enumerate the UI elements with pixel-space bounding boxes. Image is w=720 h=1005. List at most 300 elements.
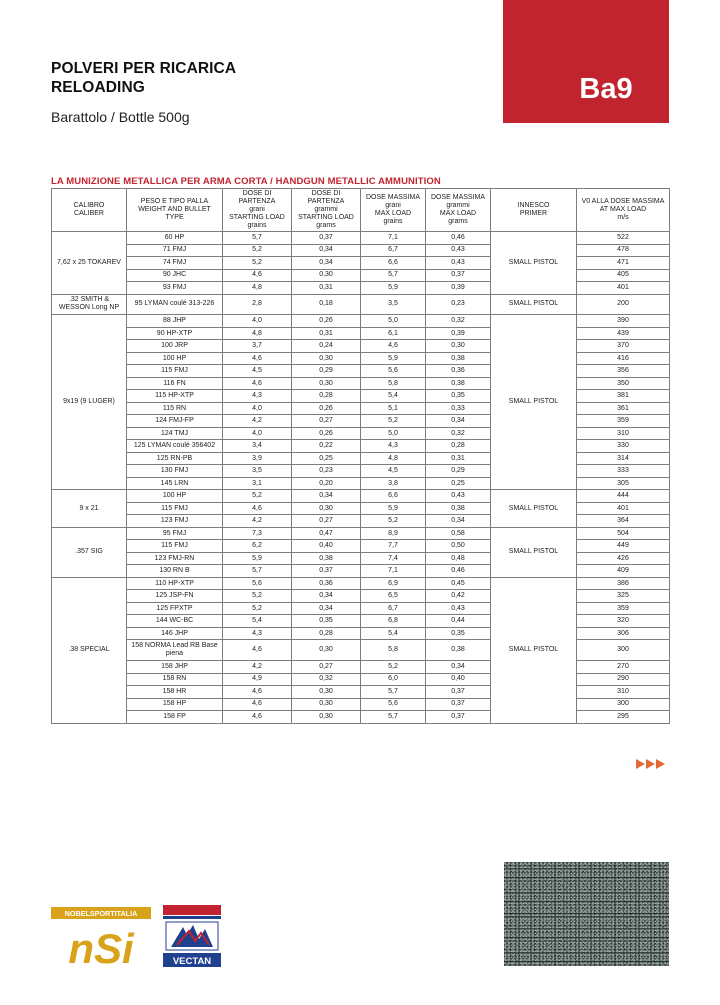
vectan-logo-text: VECTAN bbox=[172, 956, 212, 967]
velocity-cell: 416 bbox=[577, 352, 670, 365]
starting-load-grains-cell: 5,7 bbox=[223, 565, 292, 578]
product-code-badge bbox=[503, 0, 669, 123]
max-load-grains-cell: 5,6 bbox=[361, 698, 426, 711]
caliber-group bbox=[52, 315, 670, 490]
velocity-cell: 370 bbox=[577, 340, 670, 353]
table-row bbox=[52, 402, 670, 415]
max-load-grams-cell: 0,34 bbox=[426, 515, 491, 528]
bullet-cell: 124 TMJ bbox=[127, 427, 223, 440]
table-row bbox=[52, 615, 670, 628]
header-line: grams bbox=[448, 218, 468, 225]
max-load-grams-cell: 0,48 bbox=[426, 552, 491, 565]
starting-load-grams-cell: 0,34 bbox=[292, 590, 361, 603]
bullet-cell: 116 FN bbox=[127, 377, 223, 390]
bullet-cell: 115 FMJ bbox=[127, 365, 223, 378]
starting-load-grains-cell: 4,2 bbox=[223, 415, 292, 428]
table-row bbox=[52, 627, 670, 640]
caliber-group bbox=[52, 232, 670, 295]
velocity-cell: 359 bbox=[577, 415, 670, 428]
max-load-grams-cell: 0,35 bbox=[426, 390, 491, 403]
starting-load-grains-cell: 3,1 bbox=[223, 477, 292, 490]
header-line: INNESCO bbox=[517, 202, 550, 209]
bullet-cell: 90 HP-XTP bbox=[127, 327, 223, 340]
nobel-sport-italia-logo bbox=[51, 905, 151, 969]
max-load-grains-cell: 5,8 bbox=[361, 640, 426, 661]
bullet-cell: 74 FMJ bbox=[127, 257, 223, 270]
starting-load-grains-cell: 3,5 bbox=[223, 465, 292, 478]
header-line: DOSE MASSIMA bbox=[365, 194, 421, 201]
header-line: m/s bbox=[617, 214, 629, 221]
primer-cell: SMALL PISTOL bbox=[491, 490, 577, 528]
primer-cell: SMALL PISTOL bbox=[491, 294, 577, 315]
starting-load-grains-cell: 4,9 bbox=[223, 673, 292, 686]
velocity-cell: 405 bbox=[577, 269, 670, 282]
starting-load-grams-cell: 0,24 bbox=[292, 340, 361, 353]
max-load-grains-cell: 5,0 bbox=[361, 315, 426, 328]
primer-cell: SMALL PISTOL bbox=[491, 232, 577, 295]
starting-load-grains-cell: 4,6 bbox=[223, 686, 292, 699]
velocity-cell: 471 bbox=[577, 257, 670, 270]
starting-load-grains-cell: 4,6 bbox=[223, 698, 292, 711]
header-line: V0 ALLA DOSE MASSIMA bbox=[581, 198, 665, 205]
starting-load-grams-cell: 0,35 bbox=[292, 615, 361, 628]
starting-load-grains-cell: 4,6 bbox=[223, 269, 292, 282]
header-line: STARTING LOAD bbox=[229, 214, 285, 221]
bullet-cell: 115 RN bbox=[127, 402, 223, 415]
max-load-grams-cell: 0,43 bbox=[426, 257, 491, 270]
velocity-cell: 409 bbox=[577, 565, 670, 578]
header-line: grammi bbox=[314, 206, 338, 213]
table-row bbox=[52, 390, 670, 403]
max-load-grams-cell: 0,46 bbox=[426, 232, 491, 245]
max-load-grains-cell: 6,9 bbox=[361, 577, 426, 590]
nobel-logo-text: NOBELSPORTITALIA bbox=[64, 909, 138, 918]
velocity-cell: 390 bbox=[577, 315, 670, 328]
max-load-grams-cell: 0,38 bbox=[426, 502, 491, 515]
header-caliber bbox=[52, 189, 127, 232]
header-starting-load-grams bbox=[292, 189, 361, 232]
vectan-logo-blue-band bbox=[163, 916, 221, 919]
velocity-cell: 300 bbox=[577, 640, 670, 661]
velocity-cell: 356 bbox=[577, 365, 670, 378]
starting-load-grains-cell: 4,0 bbox=[223, 315, 292, 328]
header-line: WEIGHT AND BULLET TYPE bbox=[138, 206, 211, 221]
table-row bbox=[52, 244, 670, 257]
max-load-grains-cell: 6,8 bbox=[361, 615, 426, 628]
table-row bbox=[52, 415, 670, 428]
max-load-grains-cell: 6,5 bbox=[361, 590, 426, 603]
starting-load-grains-cell: 4,0 bbox=[223, 402, 292, 415]
starting-load-grains-cell: 2,8 bbox=[223, 294, 292, 315]
bullet-cell: 158 NORMA Lead RB Base piena bbox=[127, 640, 223, 661]
bullet-cell: 123 FMJ bbox=[127, 515, 223, 528]
title-block bbox=[51, 59, 236, 97]
max-load-grains-cell: 5,8 bbox=[361, 377, 426, 390]
max-load-grains-cell: 6,1 bbox=[361, 327, 426, 340]
bullet-cell: 115 HP-XTP bbox=[127, 390, 223, 403]
max-load-grams-cell: 0,38 bbox=[426, 352, 491, 365]
max-load-grams-cell: 0,43 bbox=[426, 602, 491, 615]
header-velocity bbox=[577, 189, 670, 232]
starting-load-grains-cell: 3,9 bbox=[223, 452, 292, 465]
starting-load-grams-cell: 0,23 bbox=[292, 465, 361, 478]
starting-load-grains-cell: 7,3 bbox=[223, 527, 292, 540]
starting-load-grains-cell: 4,6 bbox=[223, 640, 292, 661]
max-load-grams-cell: 0,32 bbox=[426, 315, 491, 328]
bullet-cell: 60 HP bbox=[127, 232, 223, 245]
caliber-cell: 9 x 21 bbox=[52, 490, 127, 528]
header-line: grani bbox=[249, 206, 265, 213]
starting-load-grains-cell: 5,2 bbox=[223, 590, 292, 603]
max-load-grams-cell: 0,46 bbox=[426, 565, 491, 578]
starting-load-grains-cell: 4,2 bbox=[223, 515, 292, 528]
starting-load-grains-cell: 4,6 bbox=[223, 352, 292, 365]
header-primer bbox=[491, 189, 577, 232]
table-row bbox=[52, 577, 670, 590]
arrow-right-icon bbox=[646, 759, 655, 769]
table-row bbox=[52, 502, 670, 515]
max-load-grams-cell: 0,28 bbox=[426, 440, 491, 453]
caliber-cell: .32 SMITH & WESSON Long NP bbox=[52, 294, 127, 315]
table-row bbox=[52, 269, 670, 282]
starting-load-grams-cell: 0,40 bbox=[292, 540, 361, 553]
page-title-line-2: RELOADING bbox=[51, 79, 145, 96]
max-load-grains-cell: 6,6 bbox=[361, 257, 426, 270]
starting-load-grams-cell: 0,18 bbox=[292, 294, 361, 315]
header-line: DOSE DI PARTENZA bbox=[238, 190, 276, 205]
table-row bbox=[52, 552, 670, 565]
starting-load-grams-cell: 0,34 bbox=[292, 490, 361, 503]
bullet-cell: 100 HP bbox=[127, 352, 223, 365]
starting-load-grains-cell: 4,3 bbox=[223, 390, 292, 403]
starting-load-grams-cell: 0,34 bbox=[292, 244, 361, 257]
max-load-grains-cell: 8,9 bbox=[361, 527, 426, 540]
header-line: DOSE MASSIMA bbox=[430, 194, 486, 201]
bullet-cell: 158 HR bbox=[127, 686, 223, 699]
section-heading: LA MUNIZIONE METALLICA PER ARMA CORTA / HANDGUN METALLIC AMMUNITION bbox=[51, 176, 441, 187]
header-line: CALIBRO bbox=[73, 202, 105, 209]
starting-load-grains-cell: 5,2 bbox=[223, 490, 292, 503]
max-load-grains-cell: 5,7 bbox=[361, 686, 426, 699]
starting-load-grains-cell: 4,8 bbox=[223, 282, 292, 295]
max-load-grains-cell: 7,7 bbox=[361, 540, 426, 553]
max-load-grains-cell: 5,7 bbox=[361, 711, 426, 724]
max-load-grains-cell: 6,7 bbox=[361, 244, 426, 257]
max-load-grams-cell: 0,29 bbox=[426, 465, 491, 478]
velocity-cell: 200 bbox=[577, 294, 670, 315]
starting-load-grams-cell: 0,26 bbox=[292, 427, 361, 440]
starting-load-grams-cell: 0,26 bbox=[292, 315, 361, 328]
starting-load-grams-cell: 0,30 bbox=[292, 377, 361, 390]
starting-load-grains-cell: 4,0 bbox=[223, 427, 292, 440]
max-load-grams-cell: 0,45 bbox=[426, 577, 491, 590]
bullet-cell: 125 RN-PB bbox=[127, 452, 223, 465]
max-load-grains-cell: 5,4 bbox=[361, 390, 426, 403]
header-line: PRIMER bbox=[519, 210, 548, 217]
max-load-grams-cell: 0,34 bbox=[426, 661, 491, 674]
velocity-cell: 478 bbox=[577, 244, 670, 257]
table-row bbox=[52, 540, 670, 553]
max-load-grains-cell: 4,6 bbox=[361, 340, 426, 353]
bullet-cell: 115 FMJ bbox=[127, 502, 223, 515]
starting-load-grains-cell: 4,3 bbox=[223, 627, 292, 640]
velocity-cell: 310 bbox=[577, 686, 670, 699]
table-row bbox=[52, 427, 670, 440]
primer-cell: SMALL PISTOL bbox=[491, 577, 577, 723]
starting-load-grains-cell: 3,7 bbox=[223, 340, 292, 353]
max-load-grams-cell: 0,23 bbox=[426, 294, 491, 315]
table-row bbox=[52, 257, 670, 270]
header-line: STARTING LOAD bbox=[298, 214, 354, 221]
table-row bbox=[52, 232, 670, 245]
bullet-cell: 130 FMJ bbox=[127, 465, 223, 478]
arrow-right-icon bbox=[636, 759, 645, 769]
velocity-cell: 359 bbox=[577, 602, 670, 615]
bullet-cell: 95 FMJ bbox=[127, 527, 223, 540]
starting-load-grams-cell: 0,30 bbox=[292, 502, 361, 515]
table-row bbox=[52, 673, 670, 686]
velocity-cell: 444 bbox=[577, 490, 670, 503]
starting-load-grains-cell: 5,2 bbox=[223, 244, 292, 257]
velocity-cell: 310 bbox=[577, 427, 670, 440]
starting-load-grams-cell: 0,27 bbox=[292, 415, 361, 428]
max-load-grams-cell: 0,38 bbox=[426, 377, 491, 390]
header-max-load-grams bbox=[426, 189, 491, 232]
starting-load-grams-cell: 0,22 bbox=[292, 440, 361, 453]
header-line: CALIBER bbox=[74, 210, 104, 217]
max-load-grains-cell: 7,1 bbox=[361, 565, 426, 578]
starting-load-grams-cell: 0,36 bbox=[292, 577, 361, 590]
starting-load-grains-cell: 5,7 bbox=[223, 232, 292, 245]
max-load-grains-cell: 5,7 bbox=[361, 269, 426, 282]
bullet-cell: 130 RN B bbox=[127, 565, 223, 578]
bullet-cell: 125 FPXTP bbox=[127, 602, 223, 615]
starting-load-grams-cell: 0,37 bbox=[292, 232, 361, 245]
vectan-logo-red-band bbox=[163, 905, 221, 915]
bullet-cell: 158 JHP bbox=[127, 661, 223, 674]
starting-load-grams-cell: 0,47 bbox=[292, 527, 361, 540]
starting-load-grains-cell: 5,9 bbox=[223, 552, 292, 565]
caliber-group bbox=[52, 577, 670, 723]
max-load-grains-cell: 5,9 bbox=[361, 502, 426, 515]
caliber-group bbox=[52, 490, 670, 528]
starting-load-grams-cell: 0,31 bbox=[292, 282, 361, 295]
product-code: Ba9 bbox=[579, 73, 633, 105]
velocity-cell: 386 bbox=[577, 577, 670, 590]
load-data-table bbox=[51, 188, 670, 724]
table-row bbox=[52, 365, 670, 378]
max-load-grams-cell: 0,58 bbox=[426, 527, 491, 540]
velocity-cell: 270 bbox=[577, 661, 670, 674]
bullet-cell: 93 FMJ bbox=[127, 282, 223, 295]
table-row bbox=[52, 465, 670, 478]
header-line: grani bbox=[385, 202, 401, 209]
bullet-cell: 158 RN bbox=[127, 673, 223, 686]
velocity-cell: 401 bbox=[577, 282, 670, 295]
header-line: DOSE DI PARTENZA bbox=[307, 190, 345, 205]
starting-load-grams-cell: 0,37 bbox=[292, 565, 361, 578]
table-row bbox=[52, 294, 670, 315]
max-load-grains-cell: 5,9 bbox=[361, 352, 426, 365]
bullet-cell: 146 JHP bbox=[127, 627, 223, 640]
bullet-cell: 158 FP bbox=[127, 711, 223, 724]
primer-cell: SMALL PISTOL bbox=[491, 315, 577, 490]
max-load-grains-cell: 6,6 bbox=[361, 490, 426, 503]
bullet-cell: 144 WC-BC bbox=[127, 615, 223, 628]
table-row bbox=[52, 352, 670, 365]
bullet-cell: 123 FMJ-RN bbox=[127, 552, 223, 565]
starting-load-grains-cell: 5,6 bbox=[223, 577, 292, 590]
starting-load-grams-cell: 0,32 bbox=[292, 673, 361, 686]
starting-load-grams-cell: 0,31 bbox=[292, 327, 361, 340]
velocity-cell: 361 bbox=[577, 402, 670, 415]
table-row bbox=[52, 686, 670, 699]
table-row bbox=[52, 711, 670, 724]
bullet-cell: 90 JHC bbox=[127, 269, 223, 282]
bullet-cell: 125 LYMAN coulé 356402 bbox=[127, 440, 223, 453]
caliber-cell: 9x19 (9 LUGER) bbox=[52, 315, 127, 490]
header-starting-load-grains bbox=[223, 189, 292, 232]
starting-load-grams-cell: 0,34 bbox=[292, 257, 361, 270]
starting-load-grains-cell: 5,2 bbox=[223, 602, 292, 615]
max-load-grams-cell: 0,36 bbox=[426, 365, 491, 378]
table-row bbox=[52, 527, 670, 540]
starting-load-grains-cell: 4,6 bbox=[223, 711, 292, 724]
max-load-grains-cell: 5,0 bbox=[361, 427, 426, 440]
header-line: AT MAX LOAD bbox=[599, 206, 647, 213]
max-load-grams-cell: 0,43 bbox=[426, 244, 491, 257]
velocity-cell: 305 bbox=[577, 477, 670, 490]
max-load-grains-cell: 5,2 bbox=[361, 661, 426, 674]
starting-load-grams-cell: 0,38 bbox=[292, 552, 361, 565]
max-load-grams-cell: 0,35 bbox=[426, 627, 491, 640]
starting-load-grains-cell: 3,4 bbox=[223, 440, 292, 453]
max-load-grams-cell: 0,43 bbox=[426, 490, 491, 503]
table-row bbox=[52, 327, 670, 340]
starting-load-grains-cell: 5,4 bbox=[223, 615, 292, 628]
next-page-arrows[interactable] bbox=[636, 759, 665, 769]
bullet-cell: 145 LRN bbox=[127, 477, 223, 490]
product-subtitle: Barattolo / Bottle 500g bbox=[51, 109, 190, 125]
starting-load-grams-cell: 0,34 bbox=[292, 602, 361, 615]
velocity-cell: 290 bbox=[577, 673, 670, 686]
max-load-grains-cell: 5,2 bbox=[361, 515, 426, 528]
vectan-logo bbox=[163, 905, 221, 967]
page-title-line-1: POLVERI PER RICARICA bbox=[51, 60, 237, 77]
velocity-cell: 300 bbox=[577, 698, 670, 711]
bullet-cell: 95 LYMAN coulé 313-226 bbox=[127, 294, 223, 315]
max-load-grains-cell: 3,8 bbox=[361, 477, 426, 490]
starting-load-grams-cell: 0,25 bbox=[292, 452, 361, 465]
max-load-grams-cell: 0,37 bbox=[426, 698, 491, 711]
max-load-grams-cell: 0,37 bbox=[426, 269, 491, 282]
header-line: grains bbox=[247, 222, 267, 229]
table-row bbox=[52, 590, 670, 603]
starting-load-grams-cell: 0,30 bbox=[292, 698, 361, 711]
max-load-grams-cell: 0,37 bbox=[426, 711, 491, 724]
max-load-grams-cell: 0,34 bbox=[426, 415, 491, 428]
table-row bbox=[52, 282, 670, 295]
table-row bbox=[52, 602, 670, 615]
max-load-grams-cell: 0,40 bbox=[426, 673, 491, 686]
max-load-grains-cell: 7,1 bbox=[361, 232, 426, 245]
velocity-cell: 295 bbox=[577, 711, 670, 724]
starting-load-grains-cell: 4,8 bbox=[223, 327, 292, 340]
caliber-cell: .357 SIG bbox=[52, 527, 127, 577]
starting-load-grams-cell: 0,26 bbox=[292, 402, 361, 415]
table-row bbox=[52, 490, 670, 503]
max-load-grains-cell: 5,1 bbox=[361, 402, 426, 415]
table-row bbox=[52, 698, 670, 711]
max-load-grains-cell: 3,5 bbox=[361, 294, 426, 315]
powder-sample-photo bbox=[504, 862, 669, 966]
arrow-right-icon bbox=[656, 759, 665, 769]
starting-load-grams-cell: 0,20 bbox=[292, 477, 361, 490]
max-load-grains-cell: 5,2 bbox=[361, 415, 426, 428]
max-load-grams-cell: 0,30 bbox=[426, 340, 491, 353]
header-max-load-grains bbox=[361, 189, 426, 232]
velocity-cell: 364 bbox=[577, 515, 670, 528]
header-line: grammi bbox=[446, 202, 470, 209]
starting-load-grains-cell: 4,2 bbox=[223, 661, 292, 674]
starting-load-grains-cell: 4,5 bbox=[223, 365, 292, 378]
max-load-grams-cell: 0,39 bbox=[426, 327, 491, 340]
velocity-cell: 306 bbox=[577, 627, 670, 640]
table-row bbox=[52, 477, 670, 490]
table-row bbox=[52, 452, 670, 465]
velocity-cell: 426 bbox=[577, 552, 670, 565]
header-line: grains bbox=[383, 218, 403, 225]
table-row bbox=[52, 565, 670, 578]
primer-cell: SMALL PISTOL bbox=[491, 527, 577, 577]
starting-load-grams-cell: 0,30 bbox=[292, 686, 361, 699]
max-load-grains-cell: 6,7 bbox=[361, 602, 426, 615]
table-row bbox=[52, 377, 670, 390]
max-load-grams-cell: 0,25 bbox=[426, 477, 491, 490]
starting-load-grains-cell: 5,2 bbox=[223, 257, 292, 270]
starting-load-grams-cell: 0,29 bbox=[292, 365, 361, 378]
velocity-cell: 522 bbox=[577, 232, 670, 245]
max-load-grams-cell: 0,38 bbox=[426, 640, 491, 661]
bullet-cell: 158 HP bbox=[127, 698, 223, 711]
max-load-grains-cell: 5,4 bbox=[361, 627, 426, 640]
max-load-grains-cell: 5,6 bbox=[361, 365, 426, 378]
bullet-cell: 124 FMJ-FP bbox=[127, 415, 223, 428]
velocity-cell: 314 bbox=[577, 452, 670, 465]
velocity-cell: 325 bbox=[577, 590, 670, 603]
velocity-cell: 439 bbox=[577, 327, 670, 340]
starting-load-grains-cell: 4,6 bbox=[223, 502, 292, 515]
table-row bbox=[52, 315, 670, 328]
starting-load-grains-cell: 6,2 bbox=[223, 540, 292, 553]
max-load-grains-cell: 5,9 bbox=[361, 282, 426, 295]
max-load-grams-cell: 0,31 bbox=[426, 452, 491, 465]
max-load-grams-cell: 0,44 bbox=[426, 615, 491, 628]
starting-load-grams-cell: 0,30 bbox=[292, 269, 361, 282]
max-load-grams-cell: 0,39 bbox=[426, 282, 491, 295]
max-load-grams-cell: 0,42 bbox=[426, 590, 491, 603]
max-load-grams-cell: 0,37 bbox=[426, 686, 491, 699]
header-line: PESO E TIPO PALLA bbox=[140, 198, 209, 205]
bullet-cell: 100 HP bbox=[127, 490, 223, 503]
velocity-cell: 504 bbox=[577, 527, 670, 540]
bullet-cell: 115 FMJ bbox=[127, 540, 223, 553]
header-line: MAX LOAD bbox=[374, 210, 412, 217]
max-load-grams-cell: 0,50 bbox=[426, 540, 491, 553]
bullet-cell: 125 JSP-FN bbox=[127, 590, 223, 603]
nsi-logo-text: nSi bbox=[68, 925, 134, 969]
caliber-group bbox=[52, 527, 670, 577]
